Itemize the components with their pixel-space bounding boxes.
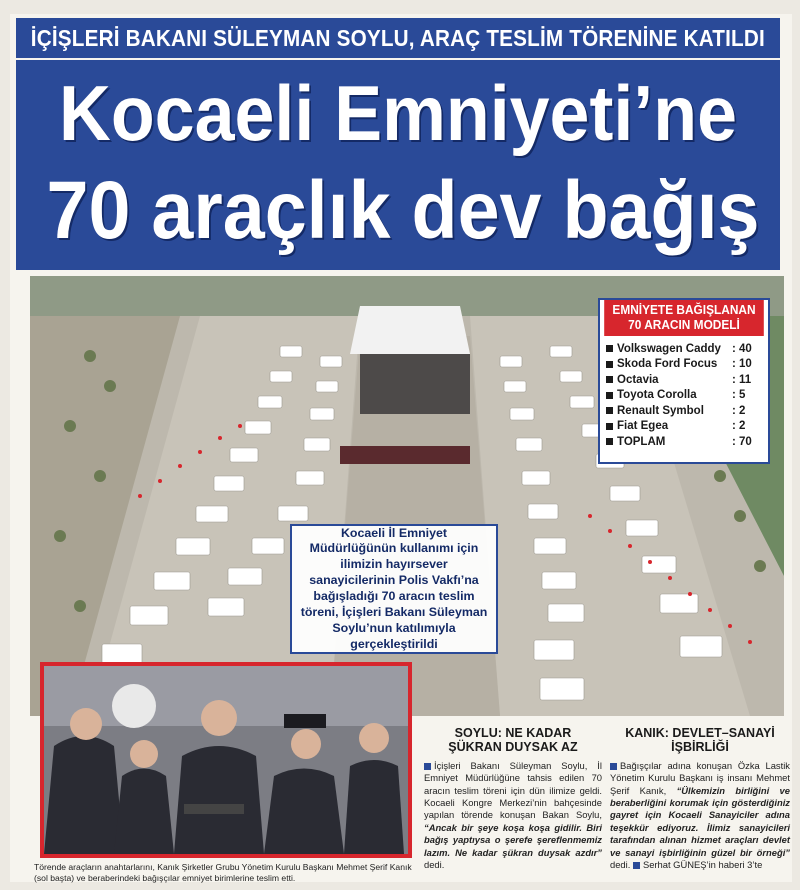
ceremony-photo-caption: Törende araçların anahtarlarını, Kanık Şirketler Grubu Yönetim Kurulu Başkanı Mehmet Şerif Kanık (sol başta) ve beraberindeki bağışçılar emniyet birimlerine teslim etti. — [34, 862, 412, 884]
photo-caption-box — [290, 524, 498, 654]
model-row: Volkswagen Caddy : 40 — [600, 341, 768, 357]
headline-banner — [16, 60, 780, 270]
vehicle-model-table — [598, 298, 770, 464]
byline: Serhat GÜNEŞ’in haberi 3’te — [642, 859, 763, 870]
article-column-soylu — [424, 726, 602, 871]
model-row: Skoda Ford Focus : 10 — [600, 357, 768, 373]
model-row: Toyota Corolla : 5 — [600, 388, 768, 404]
headline-line-2: 70 araçlık dev bağış — [46, 165, 760, 256]
column-body: Bağışçılar adına konuşan Özka Lastik Yönetim Kurulu Başkanı iş insanı Mehmet Şerif Kanık, “Ülkemizin birliğini ve beraberliğini korumak için gösterdiğiniz gayret için Kocaeli Sanayiciler adına teşekkür ediyoruz. İlimiz sanayicileri tarafından alınan hizmet araçları devlet ve sanayi işbirliğinin güzel bir örneği” dedi. Serhat GÜNEŞ’in haberi 3’te — [610, 759, 790, 870]
model-row: Renault Symbol : 2 — [600, 403, 768, 419]
bullet-square-icon — [633, 862, 640, 869]
kicker-banner — [16, 18, 780, 58]
photo-caption-text: Kocaeli İl Emniyet Müdürlüğünün kullanımı için ilimizin hayırsever sanayicilerinin Polis Vakfı’na bağışladığı 70 aracın teslim töreni, İçişleri Bakanı Süleyman Soylu’nun katılımıyla gerçekleştirildi — [300, 525, 488, 651]
model-row: Octavia : 11 — [600, 372, 768, 388]
model-row-total: TOPLAM : 70 — [600, 434, 768, 450]
vehicle-model-table-title: EMNİYETE BAĞIŞLANAN 70 ARACIN MODELİ — [604, 300, 764, 336]
headline-line-1: Kocaeli Emniyeti’ne — [59, 69, 737, 157]
bullet-square-icon — [610, 763, 617, 770]
article-column-kanik — [610, 726, 790, 871]
column-heading: SOYLU: NE KADAR ŞÜKRAN DUYSAK AZ — [448, 726, 578, 755]
newspaper-page — [10, 14, 792, 882]
bullet-square-icon — [424, 763, 431, 770]
column-heading: KANIK: DEVLET–SANAYİ İŞBİRLİĞİ — [625, 726, 775, 755]
column-body: İçişleri Bakanı Süleyman Soylu, İl Emniyet Müdürlüğüne tahsis edilen 70 aracın teslim töreni için dün ilimize geldi. Kocaeli Kongre Merkezi’nin bahçesinde yapılan törende konuşan Bakan Soylu, “Ancak bir şeye koşa koşa gidilir. Biri bağış yaptıysa o şerefe şereflenmemiz lazım. Ne kadar şükran duysak azdır” dedi. — [424, 759, 602, 870]
model-row: Fiat Egea : 2 — [600, 419, 768, 435]
kicker-text: İÇİŞLERİ BAKANI SÜLEYMAN SOYLU, ARAÇ TESLİM TÖRENİNE KATILDI — [30, 24, 766, 51]
ceremony-photo — [40, 662, 412, 858]
